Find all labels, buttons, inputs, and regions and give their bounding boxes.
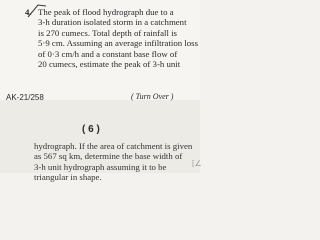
question-line: 3-h duration isolated storm in a catchment — [38, 17, 187, 28]
turn-over-note: ( Turn Over ) — [131, 92, 174, 101]
question-line: is 270 cumecs. Total depth of rainfall is — [38, 27, 177, 38]
question-line: 20 cumecs, estimate the peak of 3-h unit — [38, 59, 181, 70]
question-text — [38, 7, 198, 69]
page-number: ( 6 ) — [82, 124, 100, 135]
question-line: The peak of flood hydrograph due to a — [38, 7, 174, 17]
continued-question-text — [34, 141, 204, 183]
paper-code: AK-21/258 — [6, 93, 44, 102]
question-line: 5·9 cm. Assuming an average infiltration loss — [38, 38, 199, 49]
question-number: 4. — [25, 7, 32, 17]
question-line: of 0·3 cm/h and a constant base flow of — [38, 48, 178, 59]
continued-line: 3-h unit hydrograph assuming it to be — [34, 161, 167, 172]
edge-bracket-mark: [∠ — [192, 159, 202, 168]
continued-line: triangular in shape. — [34, 172, 102, 183]
continued-line: as 567 sq km, determine the base width of — [34, 151, 183, 162]
continued-line: hydrograph. If the area of catchment is given — [34, 141, 193, 151]
